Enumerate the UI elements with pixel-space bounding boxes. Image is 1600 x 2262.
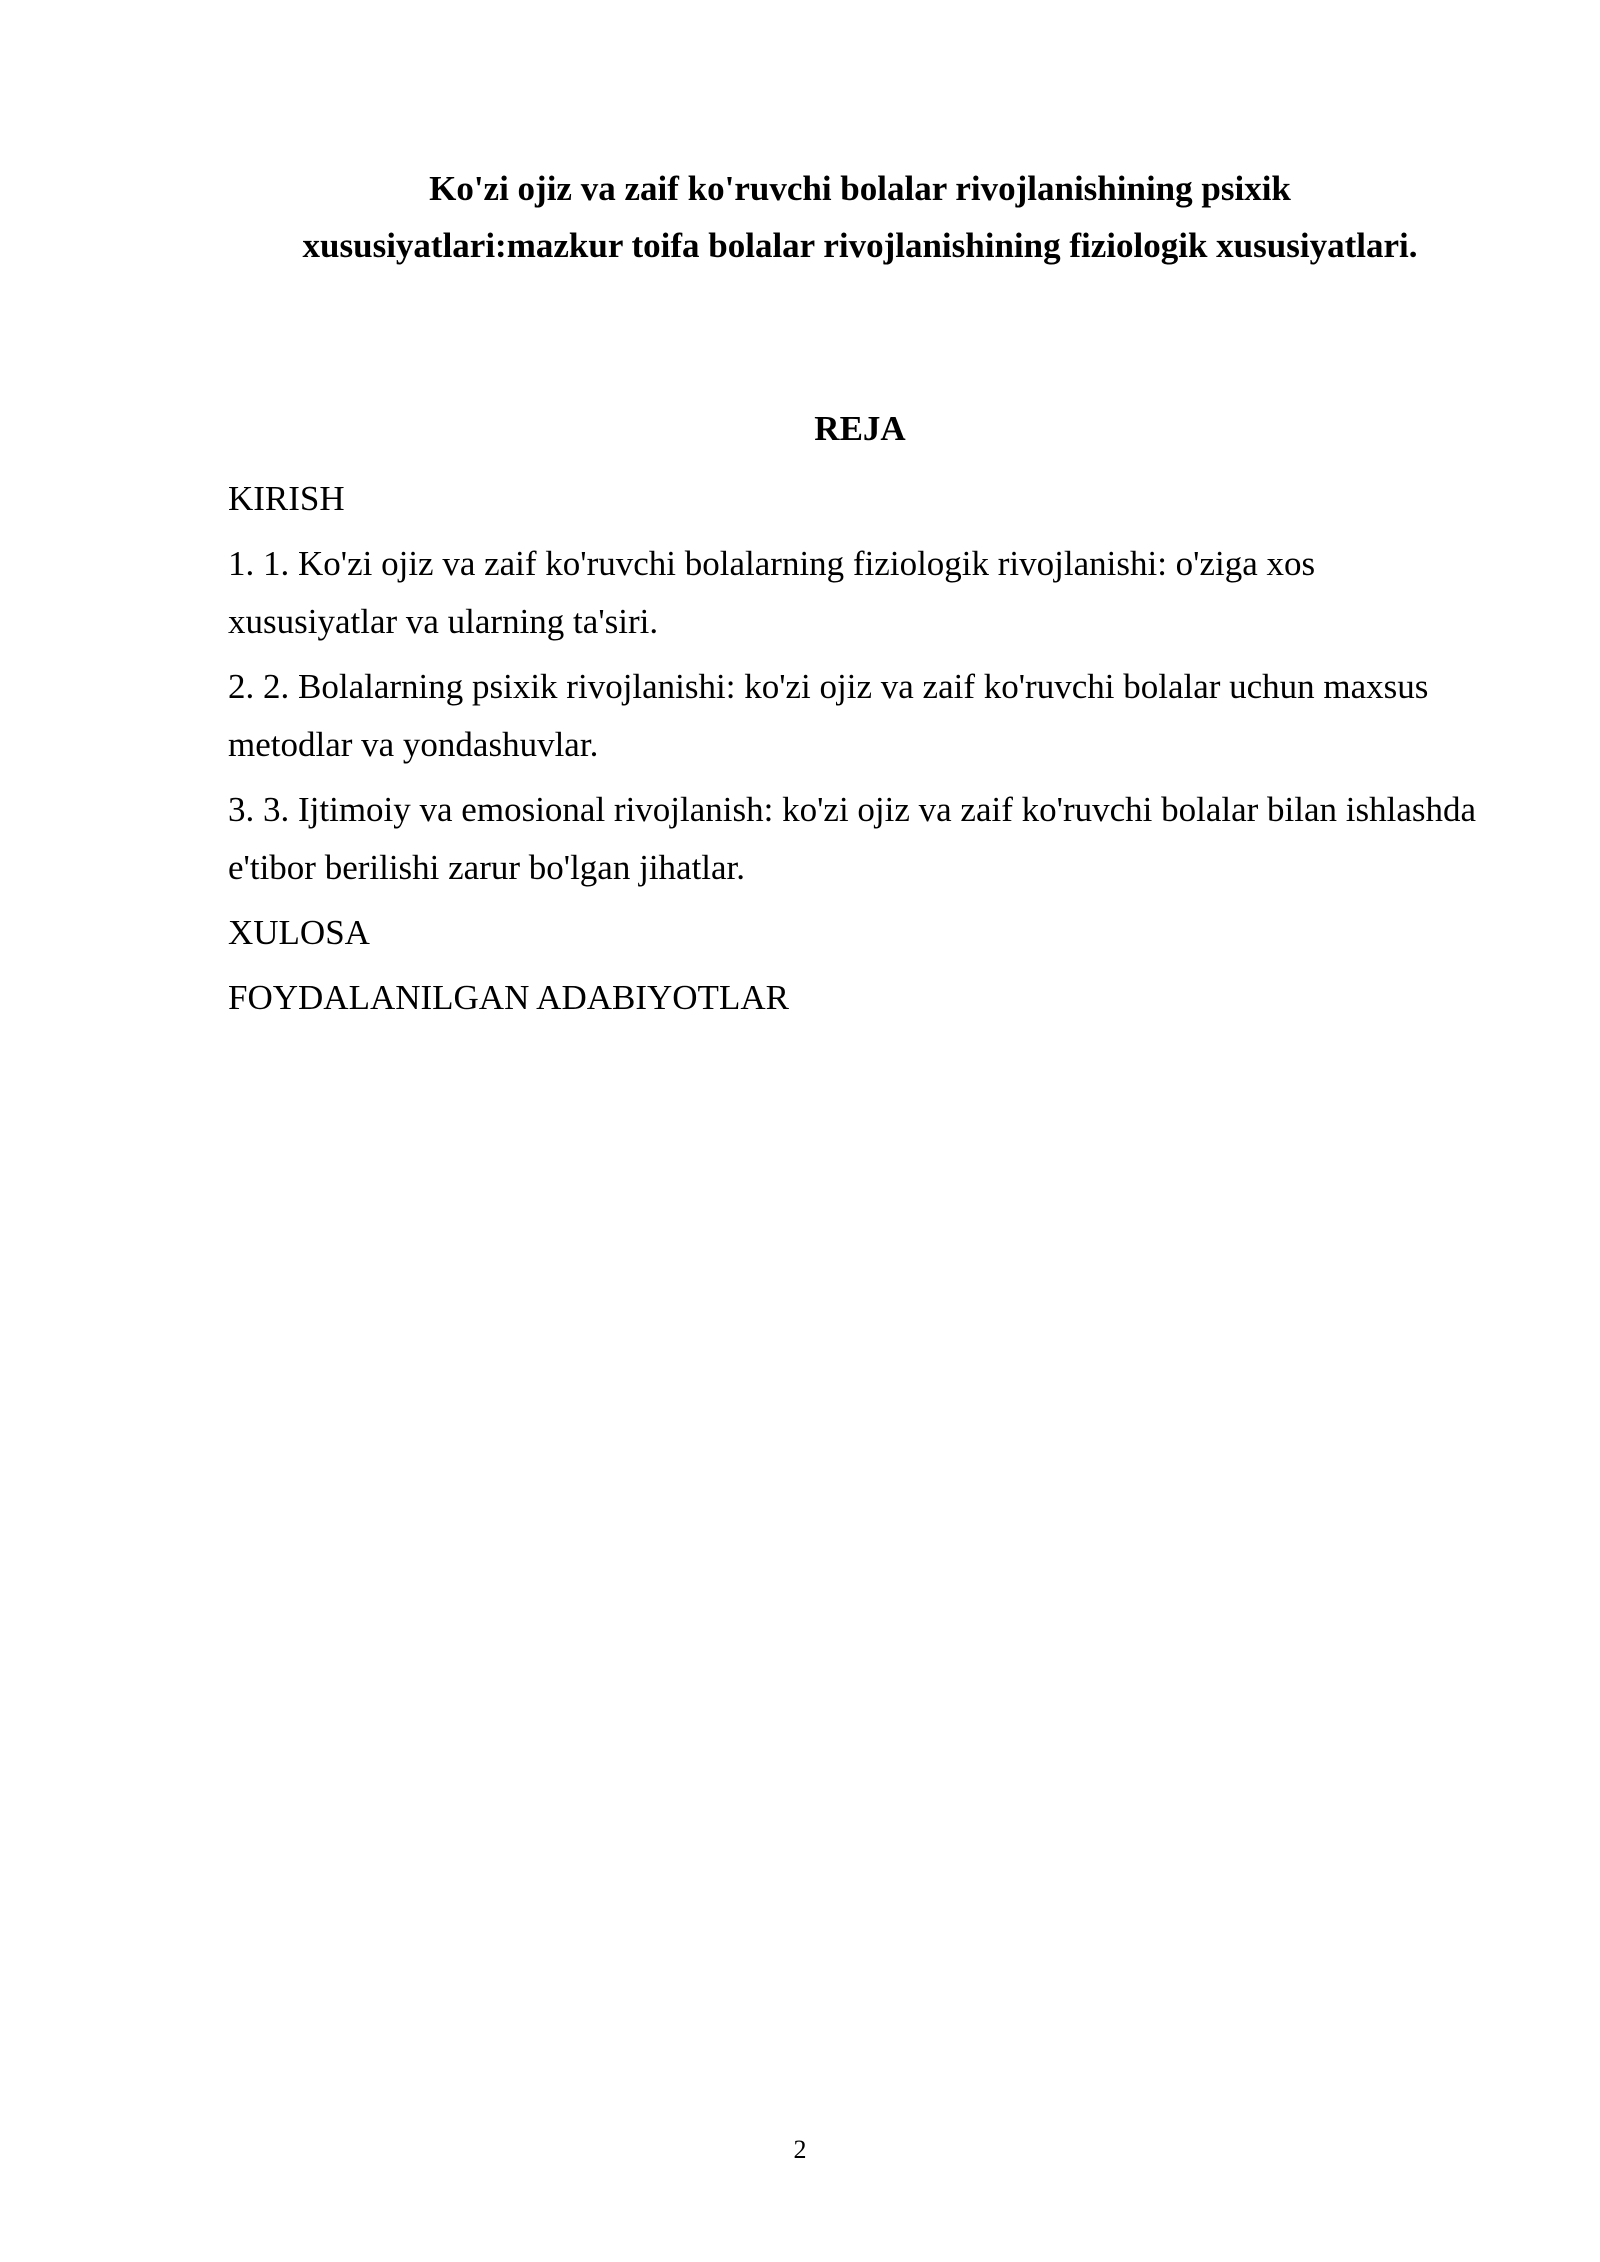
document-title xyxy=(228,160,1492,274)
plan-item-2: 2. 2. Bolalarning psixik rivojlanishi: ko'zi ojiz va zaif ko'ruvchi bolalar uchun maxsus metodlar va yondashuvlar. xyxy=(228,667,1429,764)
plan-item-references: FOYDALANILGAN ADABIYOTLAR xyxy=(228,978,789,1017)
document-title-line-1: Ko'zi ojiz va zaif ko'ruvchi bolalar rivojlanishining psixik xyxy=(429,169,1291,208)
plan-item-1: 1. 1. Ko'zi ojiz va zaif ko'ruvchi bolalarning fiziologik rivojlanishi: o'ziga xos xususiyatlar va ularning ta'siri. xyxy=(228,544,1316,641)
plan-item-introduction: KIRISH xyxy=(228,479,345,518)
page-number: 2 xyxy=(793,2135,807,2164)
plan-item-conclusion: XULOSA xyxy=(228,913,370,952)
document-title-line-2: xususiyatlari:mazkur toifa bolalar rivojlanishining fiziologik xususiyatlari. xyxy=(302,226,1418,265)
plan-heading: REJA xyxy=(814,409,906,448)
plan-item-3: 3. 3. Ijtimoiy va emosional rivojlanish: ko'zi ojiz va zaif ko'ruvchi bolalar bilan ishlashda e'tibor berilishi zarur bo'lgan jihatlar. xyxy=(228,790,1477,887)
plan-list xyxy=(228,470,1492,1034)
